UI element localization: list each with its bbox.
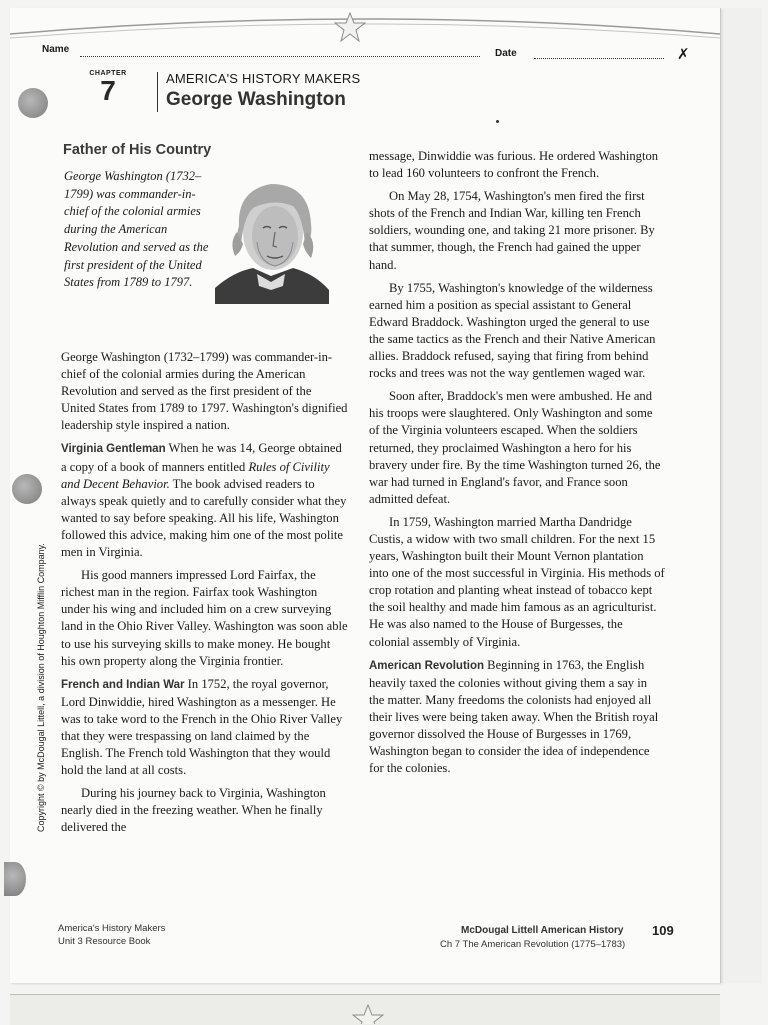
footer-series: America's History Makers [58, 923, 166, 934]
paragraph: message, Dinwiddie was furious. He ordered Washington to lead 160 volunteers to confront the French. [369, 149, 659, 181]
stray-mark [496, 120, 499, 123]
footer-source [58, 922, 165, 948]
section-heading: Father of His Country [63, 142, 212, 158]
name-label: Name [42, 44, 70, 55]
title-divider [157, 72, 158, 112]
paragraph: French and Indian War In 1752, the royal governor, Lord Dinwiddie, hired Washington as a messenger. He was to take word to the French in the Ohio River Valley that they were trespassing on land claimed by the English. The French told Washington that they would hold the land at all costs. [61, 676, 343, 778]
paragraph: Soon after, Braddock's men were ambushed. He and his troops were slaughtered. Only Washington and some of the Virginia volunteers escaped. When the soldiers returned, they proclaimed Washington a hero for his bravery under fire. By the time Washington turned 26, the war had turned in England's favor, and France soon admitted defeat. [369, 389, 661, 506]
paragraph: During his journey back to Virginia, Washington nearly died in the freezing weather. When he finally delivered the [61, 786, 326, 835]
punch-hole-top [18, 88, 48, 118]
page-title: George Washington [166, 89, 346, 110]
date-label: Date [495, 48, 517, 59]
subheading-american-revolution: American Revolution [369, 659, 485, 672]
chapter-number: 7 [100, 75, 116, 106]
footer-chapter-info: Ch 7 The American Revolution (1775–1783) [440, 939, 626, 950]
subheading-french-and-indian-war: French and Indian War [61, 678, 185, 691]
next-page-edge [722, 8, 762, 983]
chapter-label: CHAPTER [89, 70, 127, 77]
punch-hole-middle [12, 474, 42, 504]
date-field[interactable] [534, 58, 664, 59]
subheading-virginia-gentleman: Virginia Gentleman [61, 443, 166, 456]
star-icon [334, 12, 366, 42]
handwritten-check-mark: ✗ [677, 46, 690, 63]
paragraph: On May 28, 1754, Washington's men fired the first shots of the French and Indian War, killing ten French soldiers, wounding one, and taking 21 more prisoner. By that summer, though, the French had gained the upper hand. [369, 189, 655, 272]
paragraph: American Revolution Beginning in 1763, the English heavily taxed the colonies without giving them a say in the matter. Many freedoms the colonists had enjoyed all their lives were being taken away. When the British royal governor dissolved the House of Burgesses in 1769, Washington began to consider the idea of independence for the colonies. [369, 657, 659, 776]
paragraph: By 1755, Washington's knowledge of the wilderness earned him a position as special assistant to General Edward Braddock. Washington urged the general to use the same tactics as the French and their Native American allies. Braddock refused, saying that firing from behind rocks and trees was not the way gentlemen waged war. [369, 280, 656, 381]
copyright-notice: Copyright © by McDougal Littell, a division of Houghton Mifflin Company. [36, 543, 46, 832]
page-number: 109 [652, 923, 674, 938]
george-washington-portrait [213, 176, 331, 304]
intro-caption: George Washington (1732–1799) was commander-in-chief of the colonial armies during the American Revolution and served as the first president of the United States from 1789 to 1797. [64, 169, 209, 290]
paragraph: In 1759, Washington married Martha Dandridge Custis, a widow with two small children. For the next 15 years, Washington built their Mount Vernon plantation into one of the most successful in Virginia. His methods of crop rotation and planting wheat instead of tobacco kept the soil healthy and made him famous as an agriculturist. He was also named to the House of Burgesses, the colonial assembly of Virginia. [369, 514, 665, 649]
chapter-block [88, 70, 128, 105]
right-column-text [369, 148, 665, 777]
left-column-text [61, 349, 348, 837]
paragraph: George Washington (1732–1799) was commander-in-chief of the colonial armies during the American Revolution and served as the first president of the United States from 1789 to 1797. Washington's dignified leadership style inspired a nation. [61, 350, 348, 433]
footer-publisher: McDougal Littell American History [461, 925, 624, 936]
series-title: AMERICA'S HISTORY MAKERS [166, 71, 361, 86]
name-date-row [42, 44, 702, 64]
paragraph: Virginia Gentleman When he was 14, George obtained a copy of a book of manners entitled Rules of Civility and Decent Behavior. The book advised readers to always speak quietly and to carefully consider what they wanted to say before speaking. All his life, Washington followed this advice, making him one of the most polite men in Virginia. [61, 441, 347, 560]
punch-hole-bottom [4, 862, 26, 896]
footer-book: Unit 3 Resource Book [58, 936, 151, 947]
book-title: Rules of Civility and Decent Behavior. [61, 459, 330, 491]
name-field[interactable] [80, 56, 480, 57]
star-icon [352, 1004, 384, 1024]
paragraph: His good manners impressed Lord Fairfax, the richest man in the region. Fairfax took Washington under his wing and included him on a crew surveying land in the Ohio River Valley. Washington was soon able to use his surveying skills to make money. He bought his own property along the Virginia frontier. [61, 568, 348, 668]
